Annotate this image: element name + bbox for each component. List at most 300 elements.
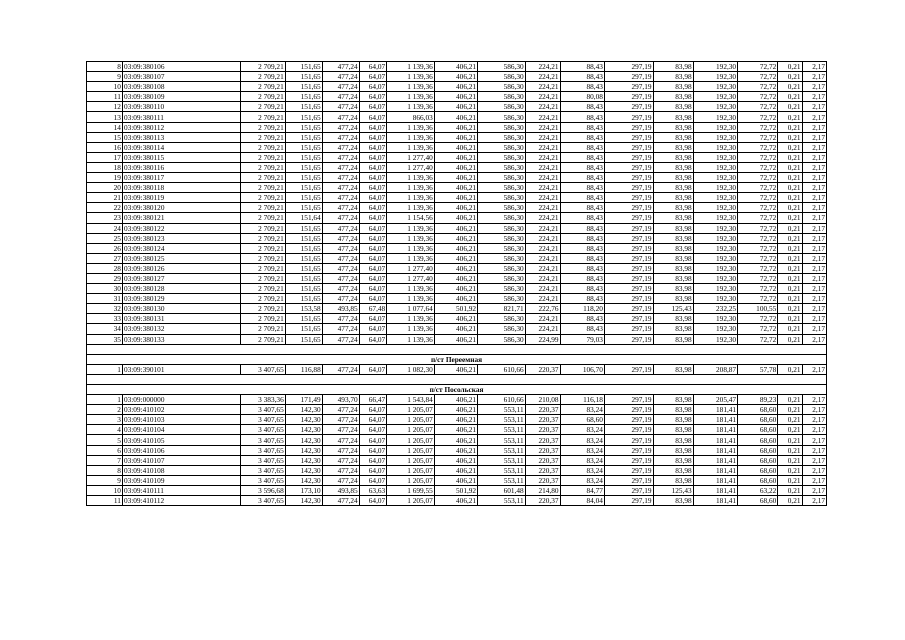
- value-cell: 477,24: [322, 62, 359, 72]
- value-cell: 3 407,65: [241, 496, 285, 506]
- value-cell: 2 709,21: [241, 72, 285, 82]
- value-cell: 72,72: [738, 243, 778, 253]
- value-cell: 2,17: [802, 314, 826, 324]
- value-cell: 406,21: [434, 334, 477, 344]
- value-cell: 406,21: [434, 82, 477, 92]
- value-cell: 83,98: [653, 82, 693, 92]
- value-cell: 297,19: [604, 72, 653, 82]
- value-cell: 0,21: [778, 223, 802, 233]
- value-cell: 3 407,65: [241, 455, 285, 465]
- value-cell: 1 139,36: [387, 102, 435, 112]
- value-cell: 151,65: [285, 203, 322, 213]
- value-cell: 173,10: [285, 485, 322, 495]
- value-cell: 2,17: [802, 152, 826, 162]
- row-number-cell: 15: [87, 132, 123, 142]
- value-cell: 88,43: [560, 203, 604, 213]
- value-cell: 553,11: [478, 415, 526, 425]
- code-cell: 03:09:380109: [122, 92, 240, 102]
- value-cell: 181,41: [693, 445, 737, 455]
- value-cell: 2 709,21: [241, 203, 285, 213]
- value-cell: 477,24: [322, 112, 359, 122]
- value-cell: 192,30: [693, 294, 737, 304]
- row-number-cell: 27: [87, 253, 123, 263]
- value-cell: 181,41: [693, 485, 737, 495]
- value-cell: 64,07: [359, 112, 386, 122]
- value-cell: 1 139,36: [387, 203, 435, 213]
- value-cell: 83,98: [653, 334, 693, 344]
- value-cell: 2 709,21: [241, 122, 285, 132]
- value-cell: 406,21: [434, 455, 477, 465]
- value-cell: 224,21: [525, 102, 560, 112]
- value-cell: 83,98: [653, 475, 693, 485]
- value-cell: 83,98: [653, 364, 693, 374]
- value-cell: 64,07: [359, 475, 386, 485]
- value-cell: 3 407,65: [241, 405, 285, 415]
- value-cell: 406,21: [434, 213, 477, 223]
- value-cell: 72,72: [738, 82, 778, 92]
- value-cell: 406,21: [434, 122, 477, 132]
- row-number-cell: 3: [87, 415, 123, 425]
- value-cell: 181,41: [693, 415, 737, 425]
- value-cell: 1 139,36: [387, 294, 435, 304]
- value-cell: 2 709,21: [241, 132, 285, 142]
- value-cell: 181,41: [693, 496, 737, 506]
- value-cell: 2,17: [802, 496, 826, 506]
- value-cell: 64,07: [359, 445, 386, 455]
- value-cell: 224,21: [525, 72, 560, 82]
- value-cell: 151,65: [285, 72, 322, 82]
- value-cell: 83,98: [653, 213, 693, 223]
- value-cell: 88,43: [560, 253, 604, 263]
- row-number-cell: 4: [87, 425, 123, 435]
- value-cell: 477,24: [322, 142, 359, 152]
- value-cell: 224,21: [525, 273, 560, 283]
- row-number-cell: 11: [87, 92, 123, 102]
- value-cell: 72,72: [738, 294, 778, 304]
- value-cell: 586,30: [478, 334, 526, 344]
- row-number-cell: 8: [87, 62, 123, 72]
- value-cell: 72,72: [738, 324, 778, 334]
- value-cell: 181,41: [693, 425, 737, 435]
- code-cell: 03:09:410112: [122, 496, 240, 506]
- value-cell: 477,24: [322, 455, 359, 465]
- value-cell: 2,17: [802, 82, 826, 92]
- code-cell: 03:09:380121: [122, 213, 240, 223]
- value-cell: 192,30: [693, 284, 737, 294]
- value-cell: 2 709,21: [241, 253, 285, 263]
- value-cell: 64,07: [359, 152, 386, 162]
- value-cell: 601,48: [478, 485, 526, 495]
- value-cell: 64,07: [359, 122, 386, 132]
- value-cell: 224,21: [525, 173, 560, 183]
- value-cell: 2,17: [802, 243, 826, 253]
- value-cell: 100,55: [738, 304, 778, 314]
- value-cell: 477,24: [322, 122, 359, 132]
- value-cell: 224,21: [525, 183, 560, 193]
- value-cell: 68,60: [738, 455, 778, 465]
- value-cell: 64,07: [359, 183, 386, 193]
- value-cell: 477,24: [322, 223, 359, 233]
- value-cell: 297,19: [604, 425, 653, 435]
- value-cell: 88,43: [560, 263, 604, 273]
- value-cell: 297,19: [604, 213, 653, 223]
- value-cell: 72,72: [738, 132, 778, 142]
- value-cell: 142,30: [285, 435, 322, 445]
- value-cell: 64,07: [359, 273, 386, 283]
- value-cell: 0,21: [778, 203, 802, 213]
- value-cell: 83,98: [653, 294, 693, 304]
- value-cell: 0,21: [778, 425, 802, 435]
- value-cell: 1 205,07: [387, 445, 435, 455]
- value-cell: 151,65: [285, 82, 322, 92]
- value-cell: 297,19: [604, 193, 653, 203]
- code-cell: 03:09:410109: [122, 475, 240, 485]
- value-cell: 83,98: [653, 284, 693, 294]
- value-cell: 88,43: [560, 193, 604, 203]
- value-cell: 553,11: [478, 496, 526, 506]
- table-row: [87, 294, 827, 304]
- value-cell: 151,65: [285, 173, 322, 183]
- value-cell: 2 709,21: [241, 314, 285, 324]
- value-cell: 586,30: [478, 233, 526, 243]
- value-cell: 84,04: [560, 496, 604, 506]
- value-cell: 0,21: [778, 324, 802, 334]
- value-cell: 64,07: [359, 284, 386, 294]
- value-cell: 553,11: [478, 425, 526, 435]
- row-number-cell: 12: [87, 102, 123, 112]
- value-cell: 88,43: [560, 62, 604, 72]
- value-cell: 181,41: [693, 475, 737, 485]
- value-cell: 0,21: [778, 142, 802, 152]
- value-cell: 297,19: [604, 112, 653, 122]
- value-cell: 1 205,07: [387, 455, 435, 465]
- value-cell: 297,19: [604, 223, 653, 233]
- value-cell: 1 205,07: [387, 425, 435, 435]
- value-cell: 224,21: [525, 324, 560, 334]
- value-cell: 297,19: [604, 132, 653, 142]
- value-cell: 106,70: [560, 364, 604, 374]
- value-cell: 214,80: [525, 485, 560, 495]
- value-cell: 64,07: [359, 82, 386, 92]
- value-cell: 88,43: [560, 152, 604, 162]
- value-cell: 83,24: [560, 405, 604, 415]
- value-cell: 72,72: [738, 122, 778, 132]
- value-cell: 151,65: [285, 112, 322, 122]
- value-cell: 501,92: [434, 485, 477, 495]
- value-cell: 1 277,40: [387, 162, 435, 172]
- value-cell: 192,30: [693, 193, 737, 203]
- row-number-cell: 21: [87, 193, 123, 203]
- value-cell: 477,24: [322, 132, 359, 142]
- table-row: [87, 435, 827, 445]
- value-cell: 0,21: [778, 183, 802, 193]
- value-cell: 68,60: [738, 415, 778, 425]
- value-cell: 224,21: [525, 314, 560, 324]
- value-cell: 0,21: [778, 122, 802, 132]
- row-number-cell: 32: [87, 304, 123, 314]
- value-cell: 1 277,40: [387, 152, 435, 162]
- value-cell: 142,30: [285, 496, 322, 506]
- value-cell: 0,21: [778, 162, 802, 172]
- value-cell: 192,30: [693, 203, 737, 213]
- value-cell: 220,37: [525, 445, 560, 455]
- value-cell: 83,24: [560, 435, 604, 445]
- code-cell: 03:09:380114: [122, 142, 240, 152]
- value-cell: 2 709,21: [241, 92, 285, 102]
- value-cell: 1 139,36: [387, 92, 435, 102]
- value-cell: 224,21: [525, 223, 560, 233]
- value-cell: 64,07: [359, 496, 386, 506]
- value-cell: 477,24: [322, 183, 359, 193]
- value-cell: 68,60: [738, 425, 778, 435]
- value-cell: 142,30: [285, 465, 322, 475]
- value-cell: 477,24: [322, 405, 359, 415]
- value-cell: 0,21: [778, 72, 802, 82]
- value-cell: 192,30: [693, 334, 737, 344]
- value-cell: 586,30: [478, 263, 526, 273]
- table-row: [87, 395, 827, 405]
- table-row: [87, 82, 827, 92]
- value-cell: 72,72: [738, 203, 778, 213]
- value-cell: 88,43: [560, 314, 604, 324]
- value-cell: 142,30: [285, 405, 322, 415]
- value-cell: 83,98: [653, 415, 693, 425]
- row-number-cell: 26: [87, 243, 123, 253]
- value-cell: 64,07: [359, 213, 386, 223]
- value-cell: 64,07: [359, 233, 386, 243]
- row-number-cell: 31: [87, 294, 123, 304]
- value-cell: 3 407,65: [241, 465, 285, 475]
- value-cell: 553,11: [478, 405, 526, 415]
- value-cell: 88,43: [560, 102, 604, 112]
- value-cell: 0,21: [778, 263, 802, 273]
- value-cell: 1 139,36: [387, 62, 435, 72]
- value-cell: 406,21: [434, 243, 477, 253]
- value-cell: 297,19: [604, 324, 653, 334]
- value-cell: 2 709,21: [241, 82, 285, 92]
- value-cell: 297,19: [604, 243, 653, 253]
- value-cell: 224,99: [525, 334, 560, 344]
- row-number-cell: 8: [87, 465, 123, 475]
- table-row: [87, 284, 827, 294]
- code-cell: 03:09:410111: [122, 485, 240, 495]
- value-cell: 1 139,36: [387, 233, 435, 243]
- value-cell: 586,30: [478, 142, 526, 152]
- value-cell: 1 139,36: [387, 72, 435, 82]
- value-cell: 83,98: [653, 405, 693, 415]
- code-cell: 03:09:380127: [122, 273, 240, 283]
- value-cell: 586,30: [478, 82, 526, 92]
- value-cell: 477,24: [322, 435, 359, 445]
- value-cell: 2 709,21: [241, 213, 285, 223]
- value-cell: 88,43: [560, 324, 604, 334]
- value-cell: 586,30: [478, 152, 526, 162]
- code-cell: 03:09:380123: [122, 233, 240, 243]
- row-number-cell: 9: [87, 72, 123, 82]
- value-cell: 0,21: [778, 273, 802, 283]
- value-cell: 297,19: [604, 183, 653, 193]
- value-cell: 297,19: [604, 304, 653, 314]
- value-cell: 72,72: [738, 162, 778, 172]
- value-cell: 220,37: [525, 475, 560, 485]
- value-cell: 297,19: [604, 152, 653, 162]
- code-cell: 03:09:380126: [122, 263, 240, 273]
- value-cell: 0,21: [778, 405, 802, 415]
- value-cell: 2 709,21: [241, 263, 285, 273]
- value-cell: 181,41: [693, 465, 737, 475]
- value-cell: 297,19: [604, 334, 653, 344]
- value-cell: 3 407,65: [241, 364, 285, 374]
- value-cell: 72,72: [738, 152, 778, 162]
- value-cell: 224,21: [525, 162, 560, 172]
- value-cell: 88,43: [560, 213, 604, 223]
- value-cell: 192,30: [693, 82, 737, 92]
- value-cell: 2,17: [802, 415, 826, 425]
- value-cell: 64,07: [359, 364, 386, 374]
- value-cell: 297,19: [604, 62, 653, 72]
- value-cell: 83,98: [653, 92, 693, 102]
- value-cell: 553,11: [478, 455, 526, 465]
- value-cell: 297,19: [604, 496, 653, 506]
- table-row: [87, 415, 827, 425]
- value-cell: 1 139,36: [387, 122, 435, 132]
- value-cell: 88,43: [560, 223, 604, 233]
- value-cell: 0,21: [778, 294, 802, 304]
- value-cell: 586,30: [478, 203, 526, 213]
- row-number-cell: 28: [87, 263, 123, 273]
- value-cell: 1 277,40: [387, 263, 435, 273]
- value-cell: 553,11: [478, 465, 526, 475]
- value-cell: 224,21: [525, 62, 560, 72]
- value-cell: 79,03: [560, 334, 604, 344]
- value-cell: 297,19: [604, 122, 653, 132]
- value-cell: 2,17: [802, 62, 826, 72]
- value-cell: 171,49: [285, 395, 322, 405]
- code-cell: 03:09:000000: [122, 395, 240, 405]
- value-cell: 586,30: [478, 62, 526, 72]
- value-cell: 63,63: [359, 485, 386, 495]
- value-cell: 477,24: [322, 465, 359, 475]
- value-cell: 586,30: [478, 284, 526, 294]
- table-row: [87, 485, 827, 495]
- row-number-cell: 6: [87, 445, 123, 455]
- value-cell: 1 139,36: [387, 324, 435, 334]
- value-cell: 477,24: [322, 425, 359, 435]
- value-cell: 83,98: [653, 455, 693, 465]
- value-cell: 477,24: [322, 243, 359, 253]
- code-cell: 03:09:380132: [122, 324, 240, 334]
- value-cell: 0,21: [778, 193, 802, 203]
- code-cell: 03:09:380133: [122, 334, 240, 344]
- value-cell: 406,21: [434, 173, 477, 183]
- section-title: п/ст Переемная: [87, 354, 827, 364]
- value-cell: 83,24: [560, 455, 604, 465]
- value-cell: 151,65: [285, 183, 322, 193]
- value-cell: 116,88: [285, 364, 322, 374]
- value-cell: 406,21: [434, 324, 477, 334]
- table-row: [87, 92, 827, 102]
- value-cell: 64,07: [359, 334, 386, 344]
- value-cell: 192,30: [693, 253, 737, 263]
- code-cell: 03:09:380119: [122, 193, 240, 203]
- value-cell: 297,19: [604, 263, 653, 273]
- value-cell: 116,18: [560, 395, 604, 405]
- value-cell: 297,19: [604, 395, 653, 405]
- value-cell: 586,30: [478, 294, 526, 304]
- row-number-cell: 1: [87, 395, 123, 405]
- value-cell: 68,60: [738, 496, 778, 506]
- value-cell: 151,65: [285, 92, 322, 102]
- value-cell: 2,17: [802, 475, 826, 485]
- value-cell: 181,41: [693, 455, 737, 465]
- value-cell: 88,43: [560, 173, 604, 183]
- value-cell: 0,21: [778, 496, 802, 506]
- code-cell: 03:09:380129: [122, 294, 240, 304]
- value-cell: 88,43: [560, 162, 604, 172]
- value-cell: 2 709,21: [241, 142, 285, 152]
- value-cell: 2,17: [802, 173, 826, 183]
- value-cell: 297,19: [604, 415, 653, 425]
- value-cell: 83,98: [653, 314, 693, 324]
- value-cell: 64,07: [359, 193, 386, 203]
- value-cell: 72,72: [738, 173, 778, 183]
- code-cell: 03:09:380118: [122, 183, 240, 193]
- blank-row: [87, 374, 827, 384]
- value-cell: 224,21: [525, 132, 560, 142]
- value-cell: 151,64: [285, 213, 322, 223]
- value-cell: 72,72: [738, 193, 778, 203]
- value-cell: 142,30: [285, 415, 322, 425]
- value-cell: 406,21: [434, 162, 477, 172]
- value-cell: 2,17: [802, 112, 826, 122]
- value-cell: 0,21: [778, 445, 802, 455]
- value-cell: 68,60: [560, 415, 604, 425]
- value-cell: 224,21: [525, 213, 560, 223]
- row-number-cell: 17: [87, 152, 123, 162]
- value-cell: 477,24: [322, 263, 359, 273]
- value-cell: 297,19: [604, 273, 653, 283]
- code-cell: 03:09:380112: [122, 122, 240, 132]
- blank-cell: [87, 344, 827, 354]
- value-cell: 3 383,36: [241, 395, 285, 405]
- value-cell: 2 709,21: [241, 62, 285, 72]
- value-cell: 125,43: [653, 304, 693, 314]
- value-cell: 2,17: [802, 253, 826, 263]
- value-cell: 64,07: [359, 253, 386, 263]
- table-row: [87, 314, 827, 324]
- code-cell: 03:09:410102: [122, 405, 240, 415]
- code-cell: 03:09:380120: [122, 203, 240, 213]
- table-row: [87, 445, 827, 455]
- value-cell: 224,21: [525, 203, 560, 213]
- value-cell: 0,21: [778, 82, 802, 92]
- value-cell: 2,17: [802, 445, 826, 455]
- value-cell: 1 139,36: [387, 253, 435, 263]
- tariff-table: [86, 61, 827, 506]
- value-cell: 72,72: [738, 102, 778, 112]
- value-cell: 297,19: [604, 284, 653, 294]
- table-row: [87, 62, 827, 72]
- value-cell: 477,24: [322, 253, 359, 263]
- value-cell: 0,21: [778, 62, 802, 72]
- value-cell: 57,78: [738, 364, 778, 374]
- row-number-cell: 2: [87, 405, 123, 415]
- value-cell: 142,30: [285, 455, 322, 465]
- row-number-cell: 5: [87, 435, 123, 445]
- value-cell: 151,65: [285, 294, 322, 304]
- value-cell: 477,24: [322, 445, 359, 455]
- value-cell: 586,30: [478, 213, 526, 223]
